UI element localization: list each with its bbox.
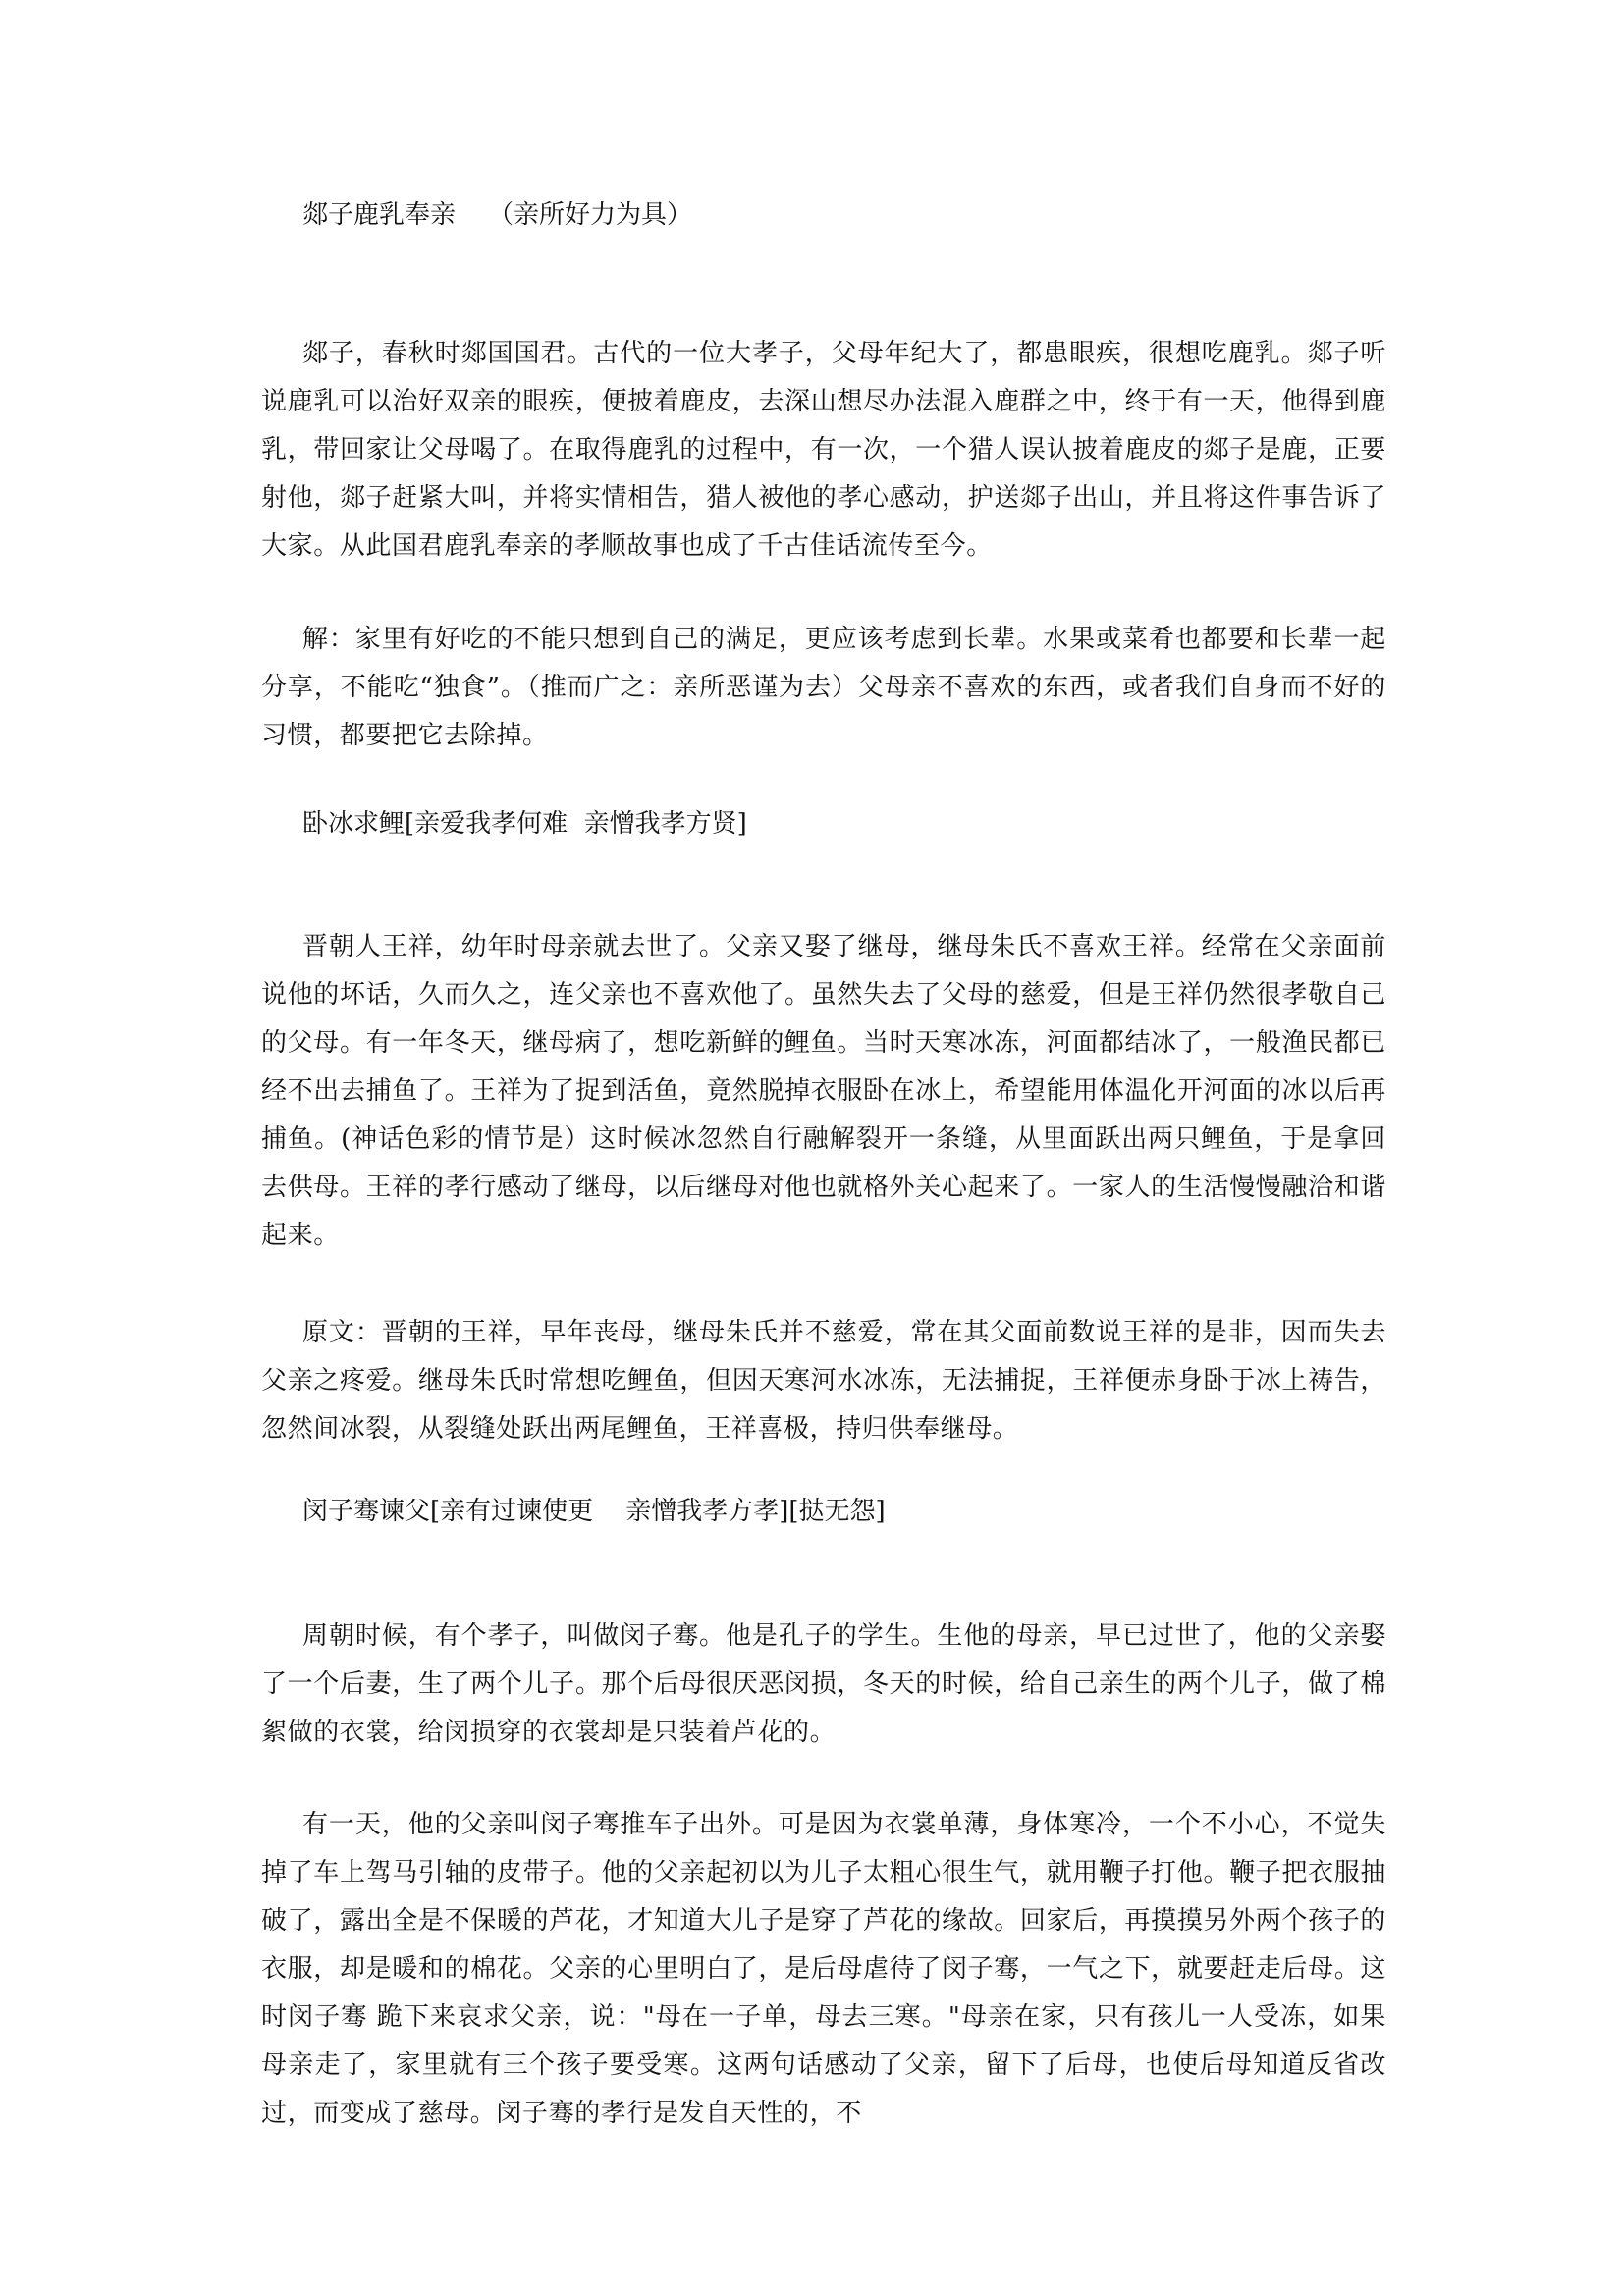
section-title-wangxiang: 卧冰求鲤[亲爱我孝何难 亲憎我孝方贤] (302, 809, 747, 839)
section-title-minziqian: 闵子骞谏父[亲有过谏使更 亲憎我孝方孝][挞无怨] (302, 1497, 886, 1526)
story-tanzi: 郯子，春秋时郯国国君。古代的一位大孝子，父母年纪大了，都患眼疾，很想吃鹿乳。郯子听说鹿乳可以治好双亲的眼疾，便披着鹿皮，去深山想尽办法混入鹿群之中，终于有一天，他得到鹿乳，带回家让父母喝了。在取得鹿乳的过程中，有一次，一个猎人误认披着鹿皮的郯子是鹿，正要射他，郯子赶紧大叫，并将实情相告，猎人被他的孝心感动，护送郯子出山，并且将这件事告诉了大家。从此国君鹿乳奉亲的孝顺故事也成了千古佳话流传至今。 (261, 339, 1386, 561)
section-title-tanzi: 郯子鹿乳奉亲 （亲所好力为具） (302, 200, 693, 230)
explanation-tanzi: 解：家里有好吃的不能只想到自己的满足，更应该考虑到长辈。水果或菜肴也都要和长辈一起分享，不能吃“独食”。（推而广之：亲所恶谨为去）父母亲不喜欢的东西，或者我们自身而不好的习惯，都要把它去除掉。 (261, 625, 1386, 750)
story-minziqian-part2: 有一天，他的父亲叫闵子骞推车子出外。可是因为衣裳单薄，身体寒冷，一个不小心，不觉失掉了车上驾马引轴的皮带子。他的父亲起初以为儿子太粗心很生气，就用鞭子打他。鞭子把衣服抽破了，露出全是不保暖的芦花，才知道大儿子是穿了芦花的缘故。回家后，再摸摸另外两个孩子的衣服，却是暖和的棉花。父亲的心里明白了，是后母虐待了闵子骞，一气之下，就要赶走后母。这时闵子骞 跪下来哀求父亲，说："母在一子单，母去三寒。"母亲在家，只有孩儿一人受冻，如果母亲走了，家里就有三个孩子要受寒。这两句话感动了父亲，留下了后母，也使后母知道反省改过，而变成了慈母。闵子骞的孝行是发自天性的，不 (261, 1810, 1386, 2128)
story-minziqian-part1: 周朝时候，有个孝子，叫做闵子骞。他是孔子的学生。生他的母亲，早已过世了，他的父亲娶了一个后妻，生了两个儿子。那个后母很厌恶闵损，冬天的时候，给自己亲生的两个儿子，做了棉絮做的衣裳，给闵损穿的衣裳却是只装着芦花的。 (261, 1621, 1386, 1747)
original-text-wangxiang: 原文：晋朝的王祥，早年丧母，继母朱氏并不慈爱，常在其父面前数说王祥的是非，因而失去父亲之疼爱。继母朱氏时常想吃鲤鱼，但因天寒河水冰冻，无法捕捉，王祥便赤身卧于冰上祷告，忽然间冰裂，从裂缝处跃出两尾鲤鱼，王祥喜极，持归供奉继母。 (261, 1318, 1386, 1444)
story-wangxiang: 晋朝人王祥，幼年时母亲就去世了。父亲又娶了继母，继母朱氏不喜欢王祥。经常在父亲面前说他的坏话，久而久之，连父亲也不喜欢他了。虽然失去了父母的慈爱，但是王祥仍然很孝敬自己的父母。有一年冬天，继母病了，想吃新鲜的鲤鱼。当时天寒冰冻，河面都结冰了，一般渔民都已经不出去捕鱼了。王祥为了捉到活鱼，竟然脱掉衣服卧在冰上，希望能用体温化开河面的冰以后再捕鱼。(神话色彩的情节是）这时候冰忽然自行融解裂开一条缝，从里面跃出两只鲤鱼，于是拿回去供母。王祥的孝行感动了继母，以后继母对他也就格外关心起来了。一家人的生活慢慢融洽和谐起来。 (261, 932, 1386, 1250)
